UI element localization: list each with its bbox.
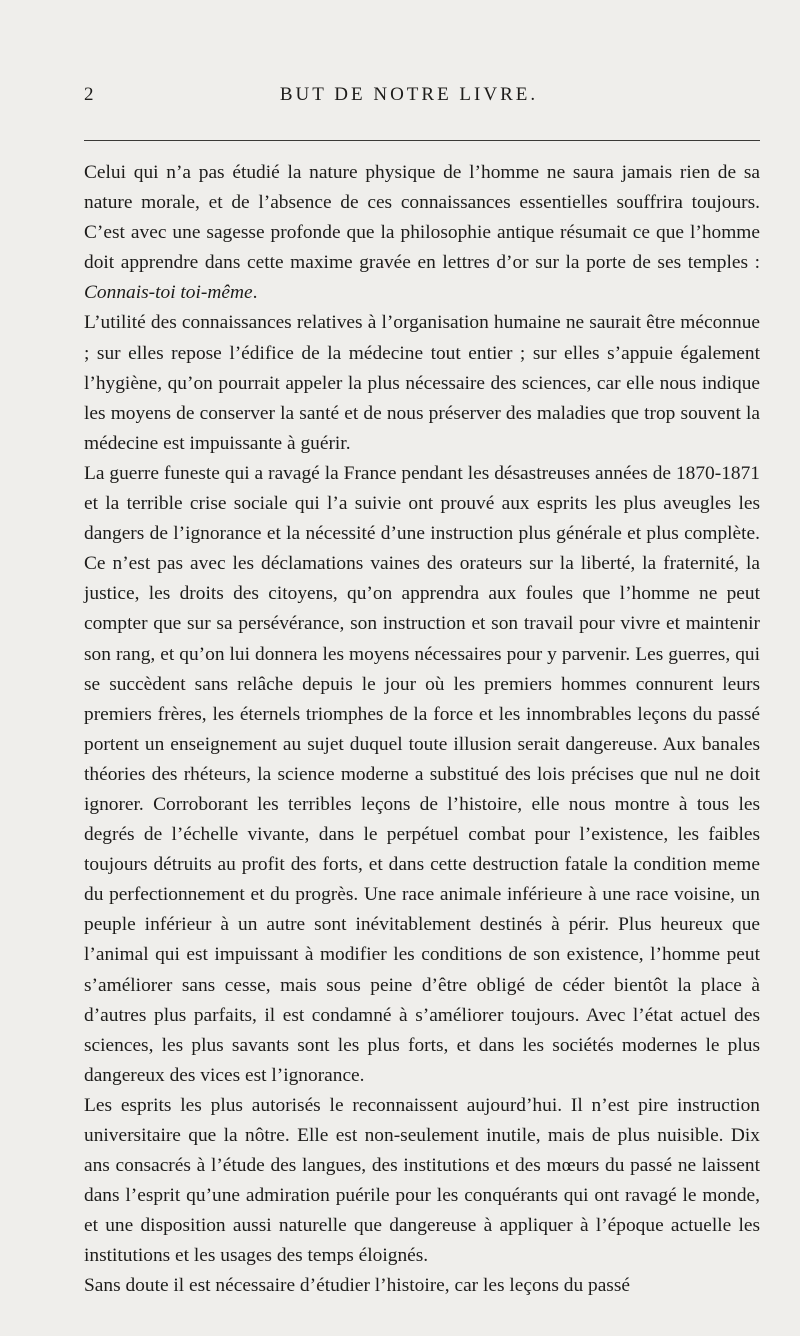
page-number: 2 — [84, 84, 94, 105]
body-text — [84, 158, 760, 1302]
paragraph-1-end: . — [252, 282, 258, 304]
maxim-italic: Connais-toi toi-même — [84, 282, 253, 304]
running-title: BUT DE NOTRE LIVRE. — [279, 84, 539, 105]
paragraph-1 — [84, 158, 760, 308]
paragraph-3: La guerre funeste qui a ravagé la France pendant les désastreuses années de 1870-1871 et la terrible crise sociale qui l’a suivie ont prouvé aux esprits les plus aveugles les dangers de l’ignorance et la nécessité d’une instruction plus générale et plus complète. Ce n’est pas avec les déclamations vaines des orateurs sur la liberté, la fraternité, la justice, les droits des citoyens, qu’on apprendra aux foules que l’homme ne peut compter que sur sa persévérance, son instruction et son travail pour vivre et maintenir son rang, et qu’on lui donnera les moyens nécessaires pour y parvenir. Les guerres, qui se succèdent sans relâche depuis le jour où les premiers hommes connurent leurs premiers frères, les éternels triomphes de la force et les innombrables leçons du passé portent un enseignement au sujet duquel toute illusion serait dangereuse. Aux banales théories des rhéteurs, la science moderne a substitué des lois précises que nul ne doit ignorer. Corroborant les terribles leçons de l’histoire, elle nous montre à tous les degrés de l’échelle vivante, dans le perpétuel combat pour l’existence, les faibles toujours détruits au profit des forts, et dans cette destruction fatale la condition meme du perfectionnement et du progrès. Une race animale inférieure à une race voisine, un peuple inférieur à un autre sont inévitablement destinés à périr. Plus heureux que l’animal qui est impuissant à modifier les conditions de son existence, l’homme peut s’améliorer sans cesse, mais sous peine d’être obligé de céder bientôt la place à d’autres plus parfaits, il est condamné à s’améliorer toujours. Avec l’état actuel des sciences, les plus savants sont les plus forts, et dans les sociétés modernes le plus dangereux des vices est l’ignorance. — [84, 462, 760, 1086]
paragraph-2: L’utilité des connaissances relatives à l’organisation humaine ne saurait être méconnue ; sur elles repose l’édifice de la médecine tout entier ; sur elles s’appuie également l’hygiène, qu’on pourrait appeler la plus nécessaire des sciences, car elle nous indique les moyens de conserver la santé et de nous préserver des maladies que trop souvent la médecine est impuissante à guérir. — [84, 312, 760, 454]
page-header — [40, 84, 770, 114]
header-rule — [84, 140, 760, 141]
paragraph-1-text: Celui qui n’a pas étudié la nature physique de l’homme ne saura jamais rien de sa nature morale, et de l’absence de ces connaissances essentielles souffrira toujours. C’est avec une sagesse profonde que la philosophie antique résumait ce que l’homme doit apprendre dans cette maxime gravée en lettres d’or sur la porte de ses temples : — [84, 162, 760, 274]
paragraph-5: Sans doute il est nécessaire d’étudier l’histoire, car les leçons du passé — [84, 1275, 630, 1297]
paragraph-4: Les esprits les plus autorisés le reconnaissent aujourd’hui. Il n’est pire instruction universitaire que la nôtre. Elle est non-seulement inutile, mais de plus nuisible. Dix ans consacrés à l’étude des langues, des institutions et des mœurs du passé ne laissent dans l’esprit qu’une admiration puérile pour les conquérants qui ont ravagé le monde, et une disposition aussi naturelle que dangereuse à appliquer à l’époque actuelle les institutions et les usages des temps éloignés. — [84, 1094, 760, 1267]
